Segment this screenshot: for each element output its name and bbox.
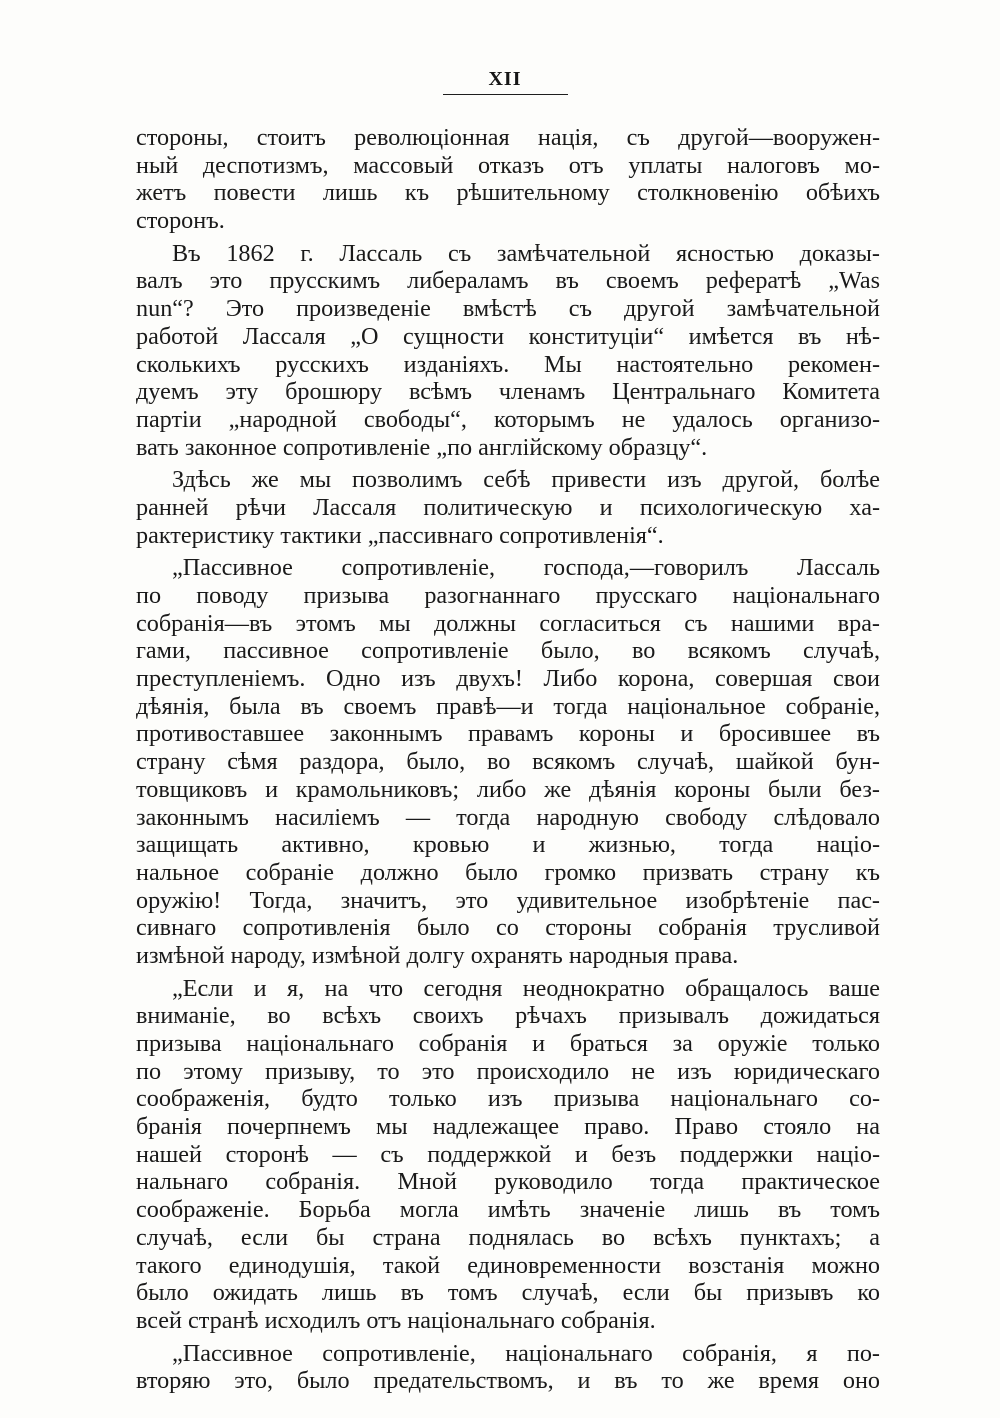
text-line: гами, пассивное сопротивленіе было, во всякомъ случаѣ, <box>136 637 880 665</box>
paragraph <box>136 466 880 549</box>
text-line: сторонъ. <box>136 207 225 235</box>
text-line: такого единодушія, такой единовременности возстанія можно <box>136 1251 880 1279</box>
text-line: нальнаго собранія. Мной руководило тогда практическое <box>136 1168 880 1196</box>
text-line: преступленіемъ. Одно изъ двухъ! Либо корона, совершая свои <box>136 665 880 693</box>
text-line: рактеристику тактики „пассивнаго сопротивленія“. <box>136 521 664 549</box>
text-line: измѣной народу, измѣной долгу охранять народныя права. <box>136 941 739 969</box>
text-line: по поводу призыва разогнаннаго прусскаго національнаго <box>136 582 880 609</box>
text-line: всей странѣ исходилъ отъ національнаго собранія. <box>136 1306 656 1334</box>
text-line: сколькихъ русскихъ изданіяхъ. Мы настоятельно рекомен- <box>136 350 880 378</box>
text-line: товщиковъ и крамольниковъ; либо же дѣянія короны были без- <box>136 775 880 803</box>
text-line: соображеніе. Борьба могла имѣть значеніе лишь въ томъ <box>136 1196 880 1224</box>
text-line: ранней рѣчи Лассаля политическую и психологическую ха- <box>136 493 880 521</box>
text-line: партіи „народной свободы“, которымъ не удалось организо- <box>136 405 880 433</box>
text-line: ный деспотизмъ, массовый отказъ отъ уплаты налоговъ мо- <box>136 151 880 179</box>
text-line: „Пассивное сопротивленіе, національнаго собранія, я по- <box>172 1339 880 1367</box>
paragraph <box>136 975 880 1335</box>
text-line: противоставшее законнымъ правамъ короны и бросившее въ <box>136 720 880 748</box>
paragraph <box>136 554 880 969</box>
text-line: жетъ повести лишь къ рѣшительному столкновенію обѣихъ <box>136 179 880 207</box>
text-line: нашей сторонѣ — съ поддержкой и безъ поддержки націо- <box>136 1140 880 1168</box>
text-line: дуемъ эту брошюру всѣмъ членамъ Центральнаго Комитета <box>136 378 880 406</box>
text-line: дѣянія, была въ своемъ правѣ—и тогда національное собраніе, <box>136 692 880 720</box>
text-line: соображенія, будто только изъ призыва національнаго со- <box>136 1085 880 1113</box>
text-line: работой Лассаля „О сущности конституціи“ имѣется въ нѣ- <box>136 322 880 350</box>
text-line: бранія почерпнемъ мы надлежащее право. Право стояло на <box>136 1113 880 1141</box>
paragraph <box>136 1340 880 1395</box>
text-line: „Если и я, на что сегодня неоднократно обращалось ваше <box>172 974 880 1002</box>
text-line: вниманіе, во всѣхъ своихъ рѣчахъ призывалъ дожидаться <box>136 1002 880 1030</box>
paragraph <box>136 240 880 462</box>
paragraph <box>136 124 880 235</box>
text-line: защищать активно, кровью и жизнью, тогда націо- <box>136 831 880 859</box>
text-line: вторяю это, было предательствомъ, и въ то же время оно <box>136 1367 880 1395</box>
text-line: сивнаго сопротивленія было со стороны собранія трусливой <box>136 914 880 942</box>
text-line: случаѣ, если бы страна поднялась во всѣхъ пунктахъ; а <box>136 1223 880 1251</box>
text-line: нальное собраніе должно было громко призвать страну къ <box>136 858 880 886</box>
text-line: законнымъ насиліемъ — тогда народную свободу слѣдовало <box>136 803 880 831</box>
text-line: Въ 1862 г. Лассаль съ замѣчательной ясностью доказы- <box>172 239 880 267</box>
text-line: призыва національнаго собранія и браться за оружіе только <box>136 1030 880 1057</box>
page-number: XII <box>488 68 522 90</box>
text-line: страну сѣмя раздора, было, во всякомъ случаѣ, шайкой бун- <box>136 748 880 776</box>
header-rule <box>443 94 568 95</box>
text-line: было ожидать лишь въ томъ случаѣ, если бы призывъ ко <box>136 1279 880 1307</box>
text-line: по этому призыву, то это происходило не изъ юридическаго <box>136 1057 880 1085</box>
text-line: оружію! Тогда, значитъ, это удивительное изобрѣтеніе пас- <box>136 886 880 914</box>
text-line: стороны, стоитъ революціонная нація, съ другой—вооружен- <box>136 124 880 151</box>
text-line: „Пассивное сопротивленіе, господа,—говорилъ Лассаль <box>172 554 880 582</box>
body-text <box>136 124 880 1400</box>
text-line: Здѣсь же мы позволимъ себѣ привести изъ другой, болѣе <box>172 466 880 494</box>
text-line: валъ это прусскимъ либераламъ въ своемъ рефератѣ „Was <box>136 267 880 295</box>
text-line: вать законное сопротивленіе „по англійскому образцу“. <box>136 433 708 461</box>
text-line: nun“? Это произведеніе вмѣстѣ съ другой замѣчательной <box>136 295 880 323</box>
text-line: собранія—въ этомъ мы должны согласиться съ нашими вра- <box>136 609 880 637</box>
